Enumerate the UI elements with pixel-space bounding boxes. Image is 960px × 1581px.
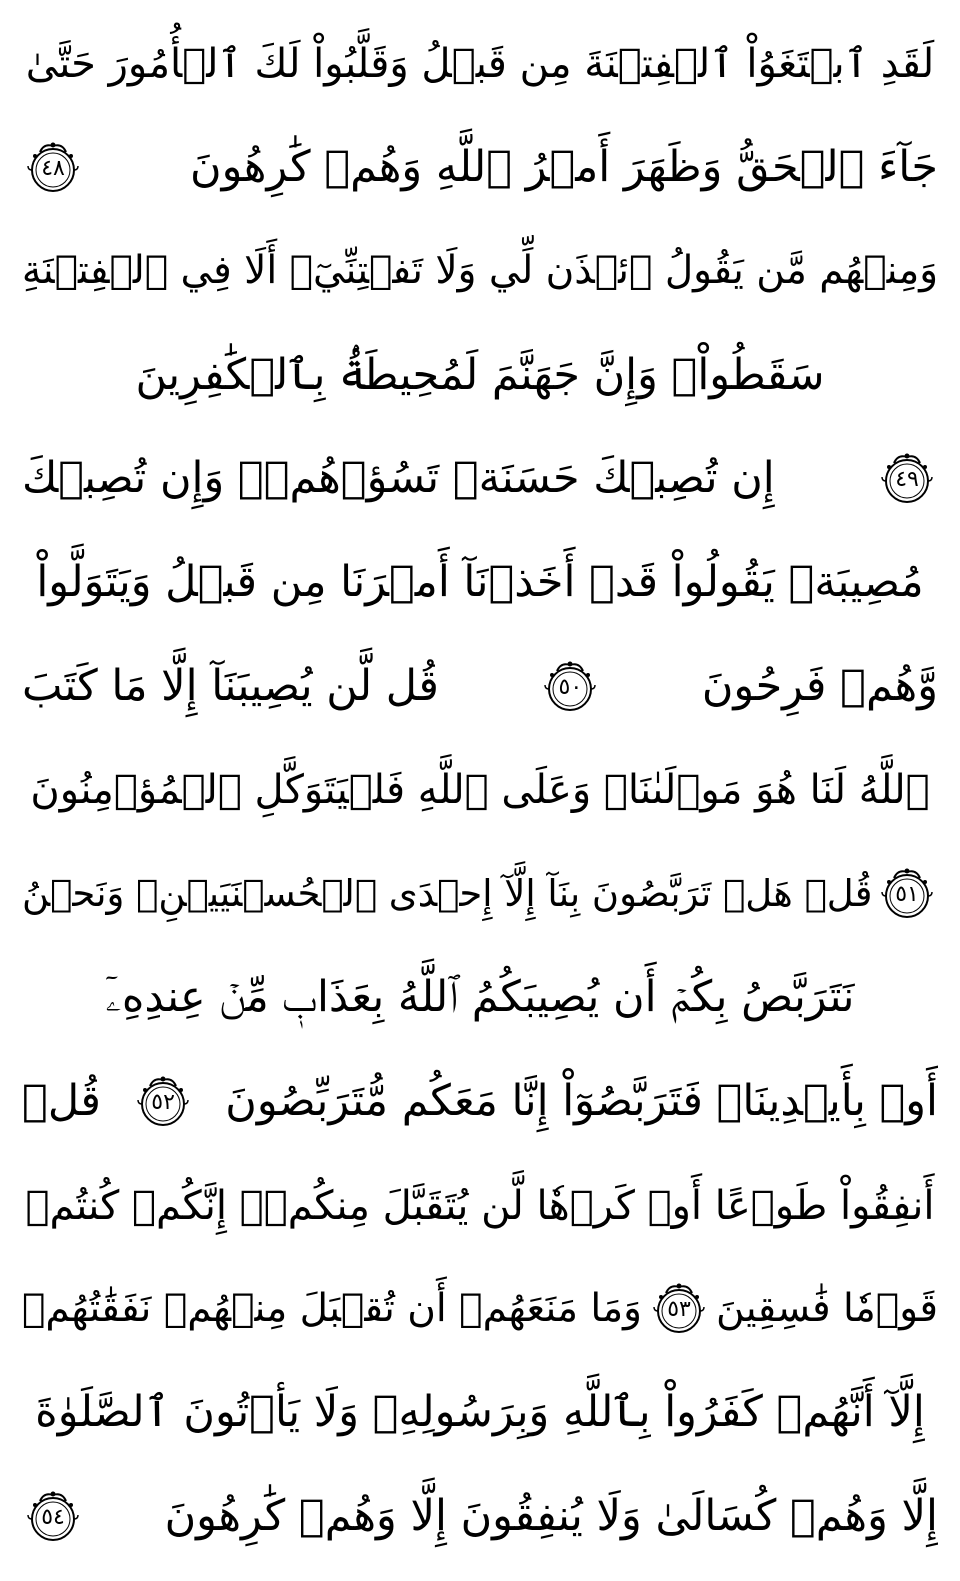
verse-line	[22, 122, 938, 214]
ayah-number: ٥١	[895, 882, 919, 908]
ayah-number: ٥٣	[667, 1297, 691, 1323]
verse-line	[22, 1056, 938, 1148]
verse-line	[22, 226, 938, 318]
ayah-number-marker	[132, 1074, 194, 1130]
verse-text: وَمِنۡهُم مَّن يَقُولُ ٱئۡذَن لِّي وَلَا تَفۡتِنِّيٓۚ أَلَا فِي ٱلۡفِتۡنَةِ	[22, 248, 938, 294]
verse-text: وَّهُمۡ فَرِحُونَ	[701, 660, 938, 711]
verse-text: نَتَرَبَّصُ بِكُمۡ أَن يُصِيبَكُمُ ٱللَّهُ بِعَذَابٖ مِّنۡ عِندِهِۦٓ	[105, 972, 855, 1023]
verse-line	[22, 1471, 938, 1563]
verse-text: سَقَطُواْۗ وَإِنَّ جَهَنَّمَ لَمُحِيطَةُۢ بِٱلۡكَٰفِرِينَ	[135, 349, 825, 400]
verse-line	[22, 848, 938, 940]
ayah-number-marker	[876, 451, 938, 507]
ayah-number-marker	[876, 866, 938, 922]
verse-text: قُلۡ	[22, 1076, 101, 1127]
verse-text: إِلَّآ أَنَّهُمۡ كَفَرُواْ بِٱللَّهِ وَبِرَسُولِهِۦ وَلَا يَأۡتُونَ ٱلصَّلَوٰةَ	[35, 1387, 925, 1438]
verse-line	[22, 329, 938, 421]
verse-text: مُصِيبَةٞ يَقُولُواْ قَدۡ أَخَذۡنَآ أَمۡرَنَا مِن قَبۡلُ وَيَتَوَلَّواْ	[36, 557, 924, 608]
verse-line	[22, 1160, 938, 1252]
verse-lines	[22, 18, 938, 1563]
verse-text: إِلَّا وَهُمۡ كُسَالَىٰ وَلَا يُنفِقُونَ إِلَّا وَهُمۡ كَٰرِهُونَ	[164, 1491, 938, 1542]
verse-text: لَقَدِ ٱبۡتَغَوُاْ ٱلۡفِتۡنَةَ مِن قَبۡلُ وَقَلَّبُواْ لَكَ ٱلۡأُمُورَ حَتَّىٰ	[25, 41, 935, 87]
ayah-number: ٥٢	[151, 1089, 175, 1115]
verse-line	[22, 18, 938, 110]
verse-text: إِن تُصِبۡكَ حَسَنَةٞ تَسُؤۡهُمۡۖ وَإِن تُصِبۡكَ	[22, 453, 775, 504]
ayah-number: ٤٩	[895, 467, 919, 493]
verse-line	[22, 641, 938, 733]
ayah-number: ٤٨	[41, 155, 65, 181]
verse-text: قُلۡ هَلۡ تَرَبَّصُونَ بِنَآ إِلَّآ إِحۡدَى ٱلۡحُسۡنَيَيۡنِۖ وَنَحۡنُ	[22, 872, 873, 916]
verse-text: قَوۡمٗا فَٰسِقِينَ	[716, 1285, 938, 1331]
verse-line	[22, 744, 938, 836]
ayah-number-marker	[22, 1489, 84, 1545]
verse-line	[22, 1367, 938, 1459]
ayah-number-marker	[22, 140, 84, 196]
verse-line	[22, 952, 938, 1044]
ayah-number: ٥٤	[41, 1504, 65, 1530]
verse-text: قُل لَّن يُصِيبَنَآ إِلَّا مَا كَتَبَ	[22, 660, 439, 711]
verse-text: ٱللَّهُ لَنَا هُوَ مَوۡلَىٰنَاۚ وَعَلَى ٱللَّهِ فَلۡيَتَوَكَّلِ ٱلۡمُؤۡمِنُونَ	[30, 767, 930, 814]
verse-line	[22, 1263, 938, 1355]
ayah-number-marker	[648, 1281, 710, 1337]
verse-line	[22, 537, 938, 629]
ayah-number: ٥٠	[558, 674, 583, 700]
verse-text: أَنفِقُواْ طَوۡعًا أَوۡ كَرۡهٗا لَّن يُتَقَبَّلَ مِنكُمۡۖ إِنَّكُمۡ كُنتُمۡ	[25, 1182, 935, 1229]
verse-text: أَوۡ بِأَيۡدِينَاۖ فَتَرَبَّصُوٓاْ إِنَّا مَعَكُم مُّتَرَبِّصُونَ	[225, 1076, 938, 1127]
verse-text: جَآءَ ٱلۡحَقُّ وَظَهَرَ أَمۡرُ ٱللَّهِ وَهُمۡ كَٰرِهُونَ	[189, 141, 938, 192]
verse-line	[22, 433, 938, 525]
ayah-number-marker	[539, 659, 601, 715]
verse-text: وَمَا مَنَعَهُمۡ أَن تُقۡبَلَ مِنۡهُمۡ نَفَقَٰتُهُمۡ	[22, 1285, 642, 1331]
